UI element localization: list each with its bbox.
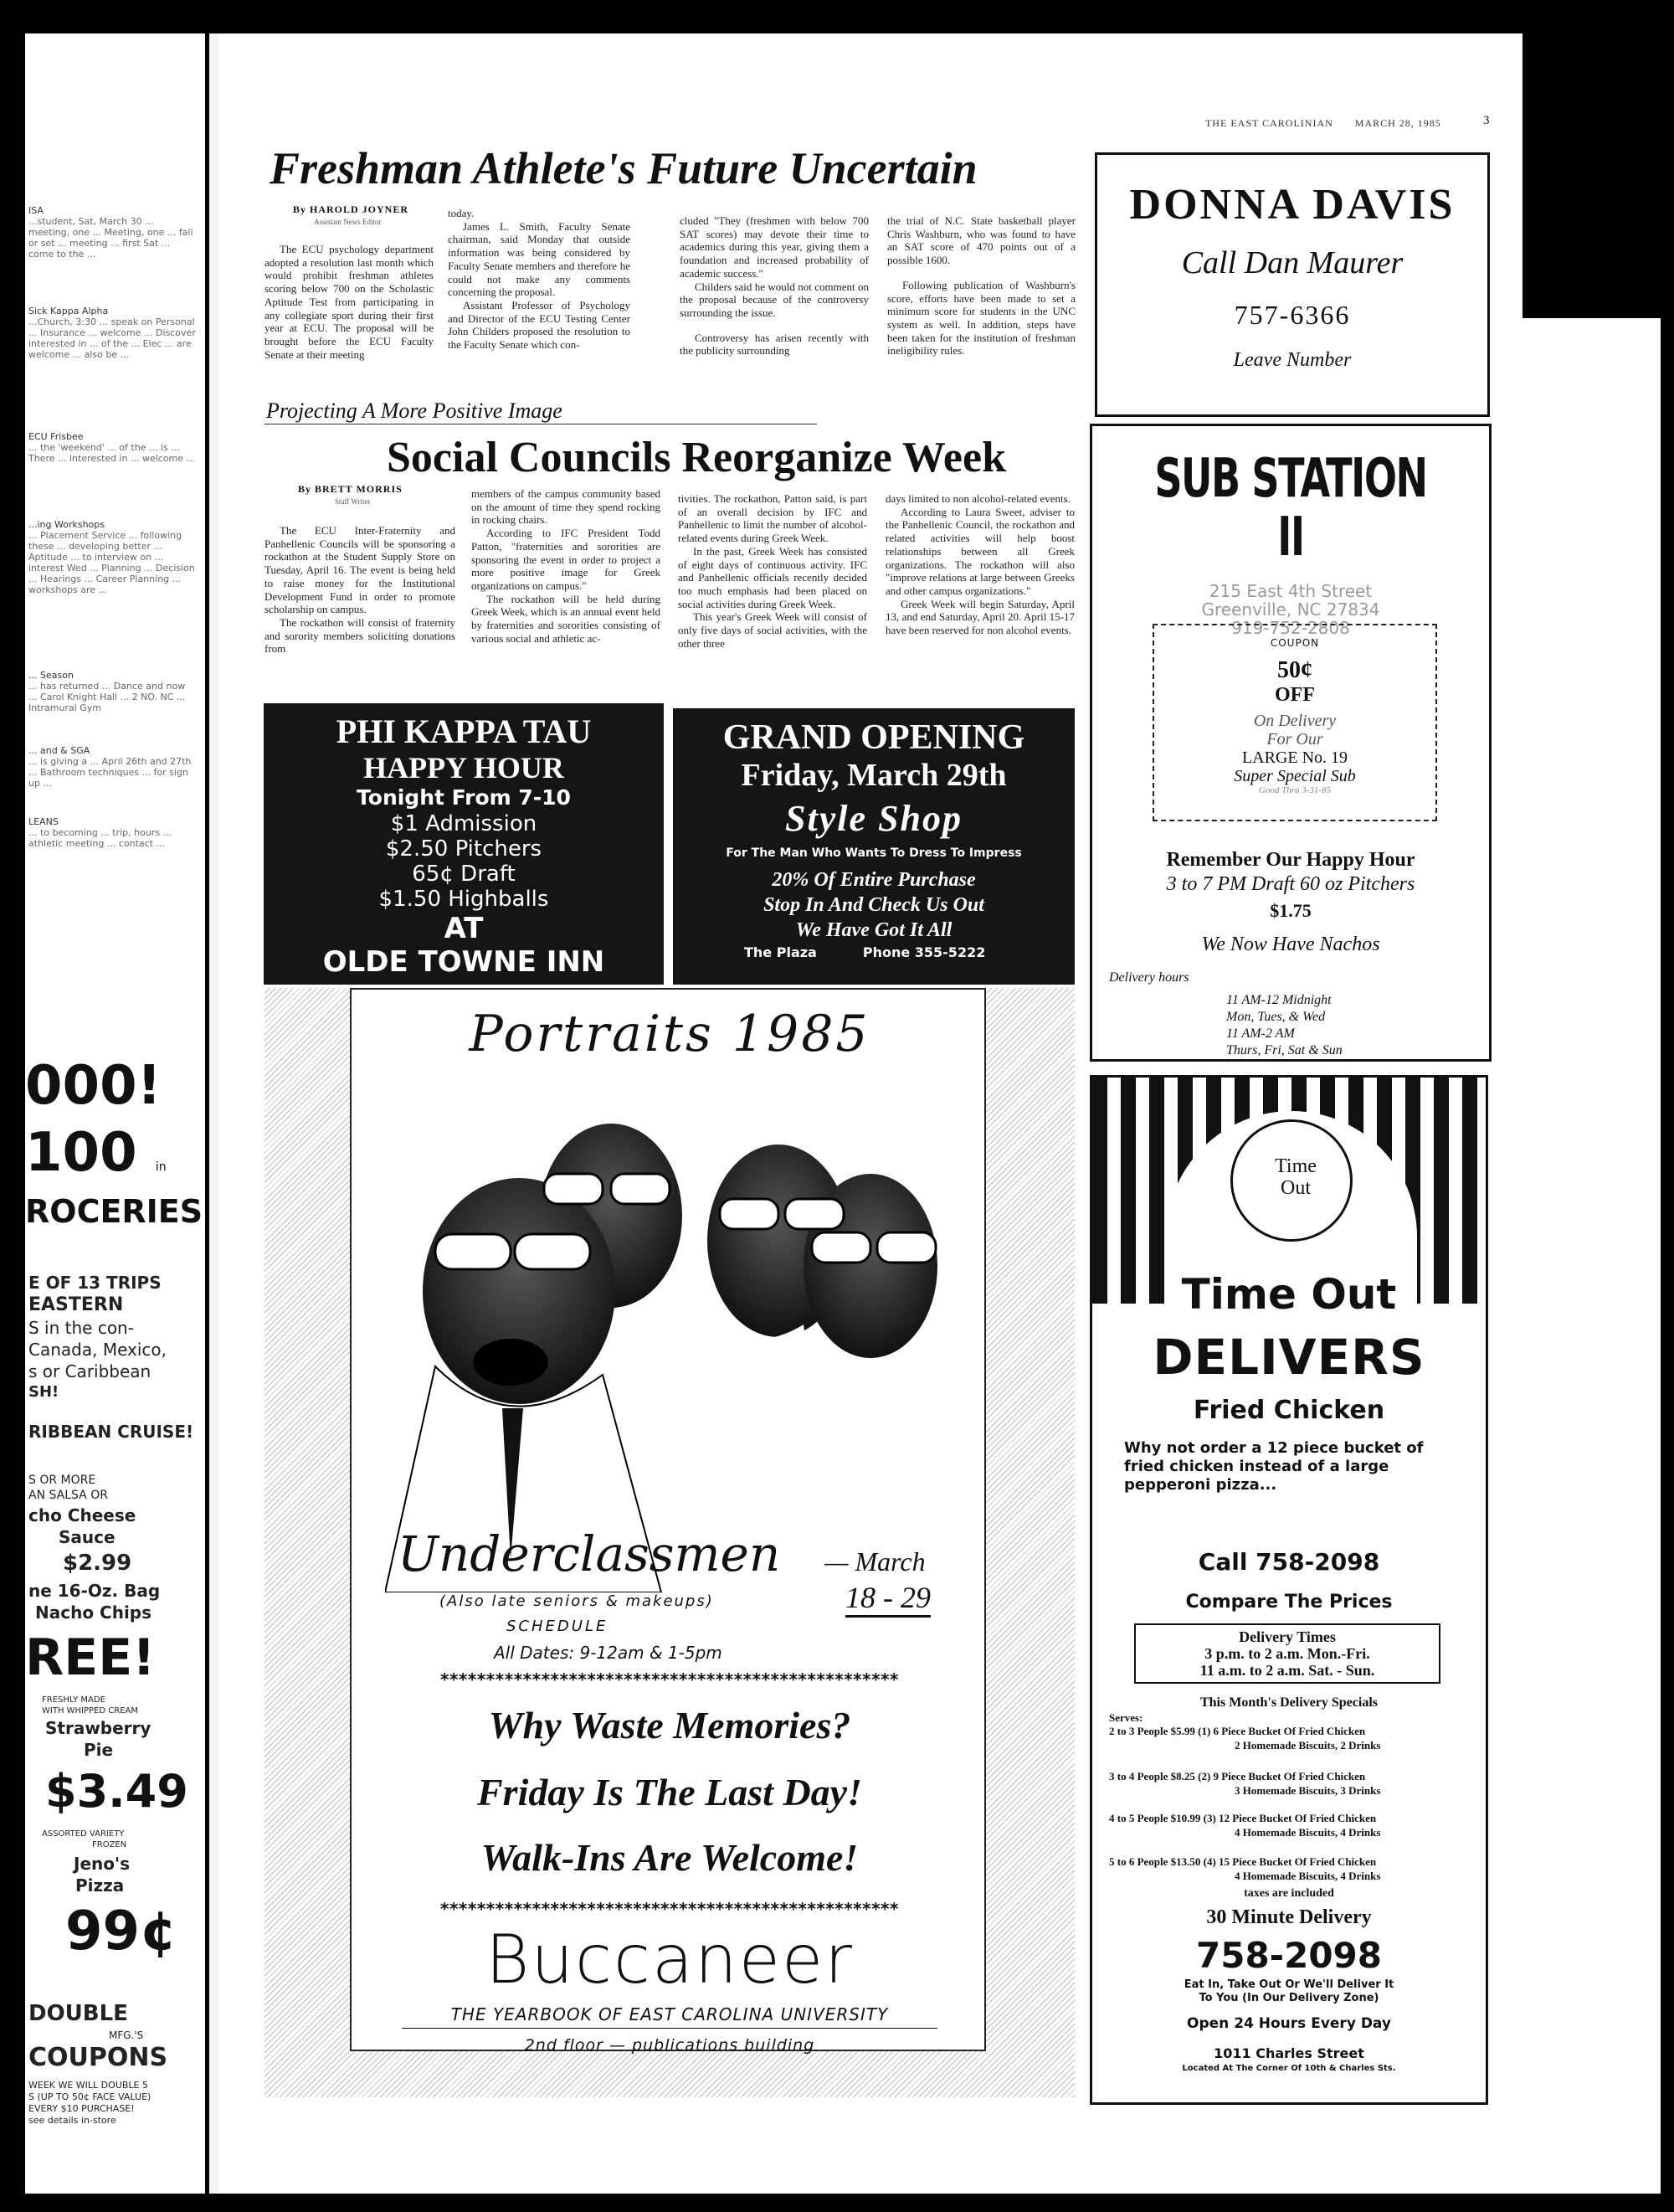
ad-line: ASSORTED VARIETY	[42, 1829, 125, 1839]
ad-amount-fragment: 100 in	[25, 1122, 167, 1184]
ad-question: Friday Is The Last Day!	[477, 1771, 862, 1813]
ad-times: All Dates: 9-12am & 1-5pm	[494, 1643, 722, 1663]
buccaneer-logo: Buccaneer	[485, 1921, 855, 1999]
page-header: THE EAST CAROLINIAN MARCH 28, 1985	[1205, 117, 1441, 129]
ad-line: S (UP TO 50¢ FACE VALUE)	[28, 2091, 151, 2102]
story2-column-1: The ECU Inter-Fraternity and Panhellenic Councils will be sponsoring a rockathon at the Student Supply Store on Tuesday, April 16. The event is being held to raise money for the Institutional Development Fund in order to promote scholarship on campus. The rockathon will consist of fraternity and sorority members soliciting donations from	[264, 524, 455, 656]
ad-grand-opening	[673, 708, 1075, 985]
ad-line: Nacho Chips	[35, 1602, 152, 1623]
story1-byline-role: Assistant News Editor	[314, 218, 382, 226]
ad-line: cho Cheese	[28, 1505, 136, 1525]
ad-serves: Serves:	[1109, 1711, 1143, 1724]
ad-line: Sauce	[59, 1527, 116, 1547]
portrait-photograph	[385, 1090, 963, 1592]
ad-hours: 11 AM-12 Midnight Mon, Tues, & Wed 11 AM-2 AM Thurs, Fri, Sat & Sun	[1226, 993, 1343, 1057]
stars-divider: **************************************************	[440, 1899, 899, 1919]
ad-line: EVERY $10 PURCHASE!	[28, 2103, 135, 2114]
ad-line: WEEK WE WILL DOUBLE 5	[28, 2080, 148, 2091]
ad-line: Pizza	[75, 1875, 125, 1896]
ad-line: FRESHLY MADE	[42, 1695, 105, 1705]
coupon-line: For Our	[1266, 730, 1323, 748]
ad-question: Walk-Ins Are Welcome!	[480, 1836, 859, 1879]
ad-address: 215 East 4th Street	[1209, 581, 1373, 601]
special-4: 5 to 6 People $13.50 (4) 15 Piece Bucket Of Fried Chicken 4 Homemade Biscuits, 4 Drinks	[1109, 1855, 1381, 1882]
ad-line: S OR MORE	[28, 1474, 96, 1487]
page-gutter	[209, 33, 219, 2194]
style-shop-logo: Style Shop	[785, 798, 963, 839]
ad-venue: OLDE TOWNE INN	[322, 945, 605, 979]
ad-line: RIBBEAN CRUISE!	[28, 1422, 194, 1442]
delivery-times-box: Delivery Times 3 p.m. to 2 a.m. Mon.-Fri. 11 a.m. to 2 a.m. Sat. - Sun.	[1134, 1623, 1440, 1684]
coupon-amount: 50¢	[1277, 657, 1312, 683]
ad-phone: 758-2098	[1196, 1935, 1382, 1976]
ad-line: S in the con-	[28, 1318, 134, 1338]
story1-column-1: The ECU psychology department adopted a resolution last month which would prohibit freshman athletes scoring below 700 on the Scholastic Aptitude Test from participating in any collegiate sport during their first year at ECU. The proposal will be brought before the ECU Faculty Senate at their meeting	[264, 243, 434, 361]
story2-byline-role: Staff Writer	[335, 497, 371, 506]
ad-donna-davis	[1095, 152, 1490, 417]
ad-specials: This Month's Delivery Specials	[1199, 1695, 1378, 1710]
ad-subtitle: HAPPY HOUR	[363, 751, 564, 784]
ad-line: Strawberry	[45, 1718, 151, 1738]
coupon-off: OFF	[1275, 684, 1315, 706]
ad-schedule: SCHEDULE	[506, 1618, 608, 1635]
story2-headline: Social Councils Reorganize Week	[387, 434, 1007, 481]
ad-address: 1011 Charles Street	[1214, 2045, 1364, 2061]
ad-hours-label: Delivery hours	[1109, 970, 1189, 985]
next-page-edge	[1523, 318, 1661, 2194]
ad-line: see details in-store	[28, 2115, 116, 2126]
story2-kicker: Projecting A More Positive Image	[266, 399, 562, 423]
ad-open: Open 24 Hours Every Day	[1187, 2015, 1391, 2032]
ad-title: Time Out	[1181, 1270, 1397, 1319]
ad-date: Friday, March 29th	[741, 758, 1007, 793]
story1-column-2: today. James L. Smith, Faculty Senate chairman, said Monday that outside information was being considered by Faculty Senate members and therefore he could not make any comments concerning the proposal. Assistant Professor of Psychology and Director of the ECU Testing Center John Childers proposed the resolution to the Faculty Senate which con-	[448, 207, 630, 352]
coupon-label: COUPON	[1270, 637, 1320, 649]
ad-price: $3.49	[45, 1765, 188, 1818]
story2-column-2: members of the campus community based on the amount of time they spend rocking in rocking chairs. According to IFC President Todd Patton, "fraternities and sororities are sponsoring the event in order to project a more positive image for Greek organizations on campus." The rockathon will be held during Greek Week, which is an annual event held by fraternities and sororities consisting of various social and athletic ac-	[471, 487, 660, 645]
ad-line: $1 Admission	[390, 811, 537, 836]
ad-tagline: For The Man Who Wants To Dress To Impress	[726, 846, 1022, 860]
ad-title: PHI KAPPA TAU	[336, 712, 592, 750]
ad-location: 2nd floor — publications building	[524, 2036, 815, 2055]
ad-contact: The Plaza Phone 355-5222	[744, 944, 986, 960]
ad-time-out	[1090, 1075, 1488, 2105]
coupon-line: On Delivery	[1253, 712, 1337, 730]
ad-call: Call Dan Maurer	[1181, 245, 1404, 280]
ad-pitch: Why not order a 12 piece bucket of fried chicken instead of a large pepperoni pizza...	[1124, 1439, 1424, 1494]
ad-line: FROZEN	[92, 1840, 127, 1849]
coupon-line: Super Special Sub	[1234, 767, 1356, 785]
ad-line: Tonight From 7-10	[357, 785, 571, 810]
ad-happy-hour-detail: 3 to 7 PM Draft 60 oz Pitchers	[1166, 873, 1415, 895]
ad-call: Call 758-2098	[1198, 1548, 1380, 1576]
ad-line: Stop In And Check Us Out	[763, 894, 984, 916]
brief-workshops: ...ing Workshops ... Placement Service ... following these ... developing better ... Aptitude ... to interview on ... interest Wed ... Planning ... Decision ... Hearings ... Career Planning ... workshops are ...	[28, 519, 195, 595]
ad-line: 20% Of Entire Purchase	[772, 869, 976, 891]
story2-byline: By BRETT MORRIS	[298, 483, 403, 495]
ad-tagline: THE YEARBOOK OF EAST CAROLINA UNIVERSITY	[450, 2004, 889, 2024]
ad-month: — March	[824, 1546, 926, 1577]
ad-free: REE!	[25, 1628, 156, 1687]
time-out-logo: Time Out	[1230, 1119, 1353, 1242]
story1-column-4: the trial of N.C. State basketball player Chris Washburn, who was found to have an SAT score of 470 points out of a possible 1600. Following publication of Washburn's score, efforts have been made to set a minimum score for students in the UNC system as well. In addition, steps have been taken for the institution of freshman ineligibility rules.	[887, 214, 1076, 358]
story2-column-3: tivities. The rockathon, Patton said, is part of an overall decision by IFC and Panhellenic to limit the number of alcohol-related events during Greek Week. In the past, Greek Week has consisted of eight days of continuous activity. IFC and Panhellenic officials recently decided too much emphasis had been placed on social activities during Greek Week. This year's Greek Week will consist of only five days of social activities, with the other three	[678, 492, 867, 650]
brief-leans: LEANS ... to becoming ... trip, hours ... athletic meeting ... contact ...	[28, 816, 172, 849]
ad-line: E OF 13 TRIPS	[28, 1273, 162, 1293]
ad-line: $2.50 Pitchers	[385, 836, 542, 862]
ad-headline: DELIVERS	[1153, 1329, 1425, 1386]
ad-phone: 919-752-2808	[1231, 618, 1350, 638]
ad-happy-hour: Remember Our Happy Hour	[1166, 849, 1415, 871]
ad-line: Canada, Mexico,	[28, 1340, 167, 1360]
ad-late: (Also late seniors & makeups)	[439, 1592, 714, 1610]
special-1: 2 to 3 People $5.99 (1) 6 Piece Bucket Of Fried Chicken 2 Homemade Biscuits, 2 Drinks	[1109, 1725, 1381, 1752]
ad-leave: Leave Number	[1233, 349, 1352, 371]
page-number: 3	[1483, 114, 1490, 127]
ad-line: AT	[444, 912, 484, 945]
brief-sga: ... and & SGA ... is giving a ... April 26th and 27th ... Bathroom techniques ... for sign up ...	[28, 745, 192, 789]
ad-line: We Have Got It All	[795, 919, 953, 941]
coupon-expiry: Good Thru 3-31-85	[1258, 785, 1332, 795]
ad-line: MFG.'S	[109, 2029, 144, 2041]
ad-line: $1.50 Highballs	[378, 887, 549, 912]
ad-line: Jeno's	[74, 1854, 131, 1874]
brief-kappa: Sick Kappa Alpha ...Church, 3:30 ... speak on Personal ... Insurance ... welcome ... Discover interested in ... of the ... Elec ... are welcome ... also be ...	[28, 306, 196, 360]
ad-name: DONNA DAVIS	[1129, 181, 1456, 229]
adjacent-page-strip	[25, 33, 205, 2194]
ad-line: Pie	[84, 1740, 114, 1760]
ad-line: AN SALSA OR	[28, 1489, 108, 1502]
sub-station-logo: SUB STATION II	[1154, 448, 1427, 568]
ad-line: EASTERN	[28, 1294, 124, 1315]
ad-underclassmen: Underclassmen	[398, 1525, 781, 1582]
ad-nachos: We Now Have Nachos	[1201, 934, 1380, 955]
ad-title: GRAND OPENING	[722, 718, 1025, 757]
brief-frisbee: ECU Frisbee ... the 'weekend' ... of the ... is ... There ... interested in ... welcome ...	[28, 431, 196, 464]
ad-line: 65¢ Draft	[412, 862, 516, 887]
ad-line: s or Caribbean	[28, 1361, 151, 1381]
ad-groceries-fragment: ROCERIES	[25, 1193, 203, 1230]
ad-subtitle: Fried Chicken	[1193, 1396, 1385, 1425]
ad-headline-fragment: 000!	[25, 1055, 162, 1117]
ad-portraits	[350, 988, 986, 2055]
ad-line: SH!	[28, 1383, 59, 1401]
ad-phi-kappa-tau	[264, 703, 664, 985]
tagline-rule	[402, 2028, 937, 2029]
ad-sub-station	[1090, 424, 1492, 1062]
ad-phone: 757-6366	[1234, 300, 1351, 330]
ad-address: Greenville, NC 27834	[1201, 599, 1380, 620]
story2-column-4: days limited to non alcohol-related events. According to Laura Sweet, adviser to the Panhellenic Council, the rockathon and related activities will help boost relationships between all Greek organizations. The rockathon will also "improve relations at large between Greeks and other campus organizations." Greek Week will begin Saturday, April 13, and end Saturday, April 20. April 15-17 have been reserved for non alcohol events.	[886, 492, 1075, 637]
ad-question: Why Waste Memories?	[488, 1704, 851, 1746]
special-2: 3 to 4 People $8.25 (2) 9 Piece Bucket Of Fried Chicken 3 Homemade Biscuits, 3 Drinks	[1109, 1770, 1381, 1797]
ad-line: DOUBLE	[28, 2001, 128, 2026]
ad-delivery: 30 Minute Delivery	[1206, 1906, 1372, 1928]
ad-dates: 18 - 29	[845, 1580, 931, 1618]
stars-divider: **************************************************	[440, 1669, 899, 1690]
ad-price: 99¢	[65, 1901, 177, 1963]
ad-price: $1.75	[1270, 900, 1312, 921]
story1-column-3: cluded "They (freshmen with below 700 SAT scores) may devote their time to academics during this year, giving them a foundation and increased probability of academic success." Childers said he would not comment on the proposal because of the controversy surrounding the issue. Controversy has arisen recently with the publicity surrounding	[680, 214, 869, 358]
story1-byline: By HAROLD JOYNER	[293, 203, 409, 215]
coupon-line: LARGE No. 19	[1241, 748, 1348, 767]
ad-price: $2.99	[63, 1551, 132, 1576]
special-3: 4 to 5 People $10.99 (3) 12 Piece Bucket Of Fried Chicken 4 Homemade Biscuits, 4 Drinks	[1109, 1812, 1381, 1839]
brief-season: ... Season ... has returned ... Dance and now ... Carol Knight Hall ... 2 NO. NC ... Intramural Gym	[28, 670, 186, 713]
ad-compare: Compare The Prices	[1185, 1592, 1393, 1613]
coupon-box[interactable]	[1153, 624, 1437, 821]
brief-isa: ISA ...student, Sat, March 30 ... meeting, one ... Meeting, one ... fall or set ... meeting ... first Sat ... come to the ...	[28, 205, 193, 260]
story1-headline: Freshman Athlete's Future Uncertain	[270, 143, 978, 193]
ad-line: ne 16-Oz. Bag	[28, 1581, 161, 1601]
ad-eat-in: Eat In, Take Out Or We'll Deliver It To You (In Our Delivery Zone)	[1184, 1978, 1394, 2004]
ad-line: WITH WHIPPED CREAM	[42, 1706, 138, 1716]
ad-title: Portraits 1985	[469, 1005, 870, 1063]
ad-taxes: taxes are included	[1244, 1887, 1334, 1900]
ad-line: COUPONS	[28, 2043, 168, 2072]
ad-located: Located At The Corner Of 10th & Charles Sts.	[1182, 2064, 1396, 2073]
